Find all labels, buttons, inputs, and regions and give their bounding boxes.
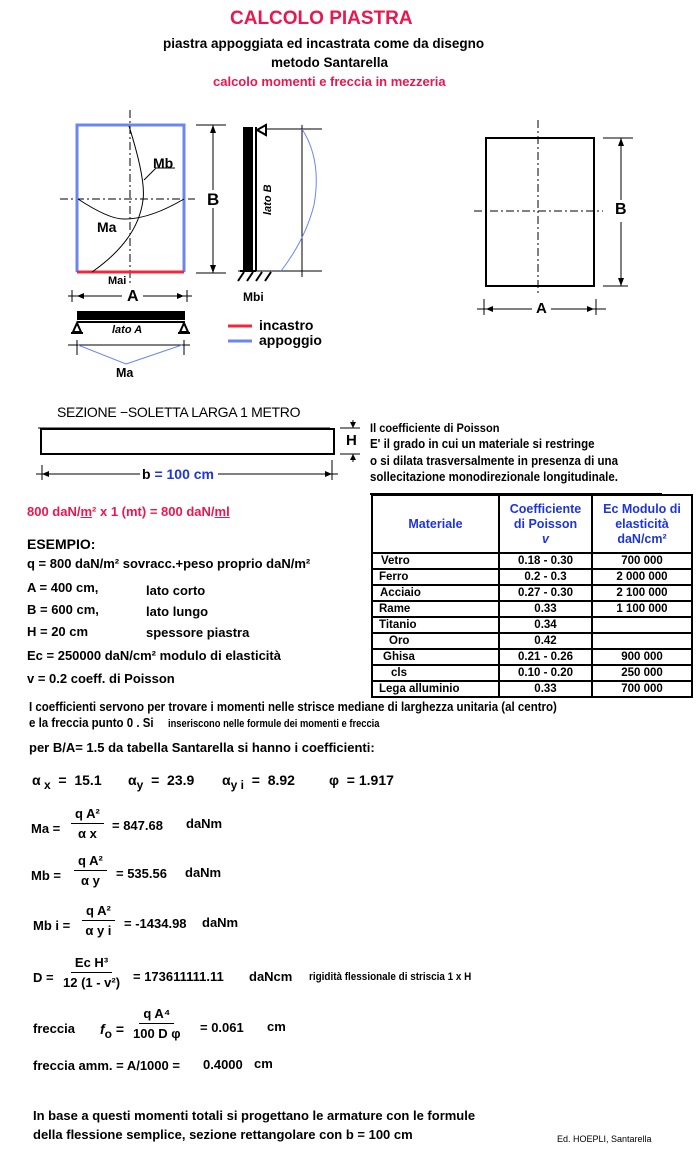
label-mai: Mai [108,275,127,287]
notes-line-3: per B/A= 1.5 da tabella Santarella si hanno i coefficienti: [29,740,375,755]
f-amm-lhs: freccia amm. = A/1000 = [33,1058,180,1073]
mb-lhs: Mb = [31,868,61,883]
label-mbi: Mbi [243,290,264,304]
section-width [142,466,214,482]
poisson-line-1: E' il grado in cui un materiale si restringe [370,437,595,451]
legend-appoggio: appoggio [259,332,322,348]
coef-alpha-y: $\alpha_y = 23.9$ [128,772,195,792]
load-conversion: 800 daN/m² x 1 (mt) = 800 daN/ml [27,504,230,519]
subtitle: piastra appoggiata ed incastrata come da disegno [163,36,485,51]
example-a-desc: lato corto [146,583,206,598]
table-row: Titanio 0.34 [372,617,692,633]
example-v: v = 0.2 coeff. di Poisson [27,671,175,686]
legend-incastro: incastro [259,317,314,333]
materials-table [371,494,693,698]
coef-alpha-yi: $\alpha_{y i} = 8.92$ [222,772,295,792]
label-lato-b: lato B [262,184,274,215]
label-b: B [207,190,220,209]
ma-fraction: $\frac{\text{q A²}}{\text{α x}}$ [71,806,104,841]
d-unit: daNcm [249,969,293,984]
example-b-desc: lato lungo [146,604,209,619]
table-row: Rame 0.33 1 100 000 [372,601,692,617]
right-label-b: B [615,201,627,218]
col-header-material: Materiale [372,495,499,553]
d-fraction: $\frac{\text{Ec H³}}{\text{12 (1 - v²)}}$ [63,955,121,990]
ma-lhs: Ma = [31,821,61,836]
label-h: H [346,432,357,449]
example-h-value: H = 20 cm [27,624,89,639]
table-row: cls 0.10 - 0.20 250 000 [372,665,692,681]
poisson-line-2: o si dilata trasversalmente in presenza di una [370,454,618,468]
label-b-small: b [142,466,151,482]
mbi-lhs: Mb i = [33,918,71,933]
d-lhs: D = [33,970,54,985]
ma-unit: daNm [186,816,223,831]
footer-line-1: In base a questi momenti totali si progettano le armature con le formule [33,1108,476,1123]
ma-result: = 847.68 [112,818,163,833]
notes-line-1: I coefficienti servono per trovare i momenti nelle strisce mediane di larghezza unitaria (al centro) [29,700,557,714]
poisson-line-3: sollecitazione monodirezionale longitudinale. [370,470,618,484]
table-row: Acciaio 0.27 - 0.30 2 100 000 [372,585,692,601]
table-row: Ghisa 0.21 - 0.26 900 000 [372,649,692,665]
mbi-fraction: $\frac{\text{q A²}}{\text{α y i}}$ [82,903,115,938]
example-q: q = 800 daN/m² sovracc.+peso proprio daN/m² [27,556,311,571]
f-unit: cm [267,1019,286,1034]
f-amm-unit: cm [254,1056,273,1071]
coef-phi: φ = 1.917 [329,772,394,788]
notes-line-2: e la freccia punto 0 . Si inseriscono nelle formule dei momenti e freccia [29,716,380,730]
right-label-a: A [536,300,547,317]
table-row: Oro 0.42 [372,633,692,649]
page-title: CALCOLO PIASTRA [230,8,413,29]
plate-diagram [0,0,697,500]
table-row: Ferro 0.2 - 0.3 2 000 000 [372,569,692,585]
example-a-value: A = 400 cm, [27,580,99,595]
freccia-label: freccia [33,1021,75,1036]
credit: Ed. HOEPLI, Santarella [557,1134,652,1144]
example-b-value: B = 600 cm, [27,602,99,617]
mb-fraction: $\frac{\text{q A²}}{\text{α y}}$ [74,853,107,888]
table-row: Vetro 0.18 - 0.30 700 000 [372,553,692,569]
example-heading: ESEMPIO: [27,536,96,552]
d-result: = 173611111.11 [133,969,224,984]
label-lato-a: lato A [112,324,143,336]
section-title: SEZIONE −SOLETTA LARGA 1 METRO [57,404,301,420]
col-header-modulus: Ec Modulo di elasticità daN/cm² [592,495,692,553]
mb-unit: daNm [185,865,222,880]
label-ma-bottom: Ma [116,366,134,380]
poisson-heading: Il coefficiente di Poisson [370,421,500,435]
footer-line-2: della flessione semplice, sezione rettangolare con b = 100 cm [33,1127,413,1142]
label-mb: Mb [153,155,174,171]
d-note: rigidità flessionale di striscia 1 x H [309,971,472,983]
f-result: = 0.061 [200,1020,244,1035]
method-label: metodo Santarella [271,55,389,70]
col-header-poisson: Coefficiente di Poisson v [499,495,592,553]
label-b-value: = 100 cm [154,466,215,482]
mbi-unit: daNm [202,915,239,930]
label-a: A [127,288,139,305]
calc-subtitle: calcolo momenti e freccia in mezzeria [213,74,446,89]
f-fraction: $\frac{\text{q A⁴}}{\text{100 D φ}}$ [133,1006,181,1041]
example-ec: Ec = 250000 daN/cm² modulo di elasticità [27,648,281,663]
coef-alpha-x: α $_x$ = 15.1 [32,772,102,792]
label-ma: Ma [97,219,117,235]
f-lhs: $f_o$ = [100,1021,125,1041]
mb-result: = 535.56 [116,866,167,881]
table-row: Lega alluminio 0.33 700 000 [372,681,692,697]
mbi-result: = -1434.98 [124,916,187,931]
f-amm-result: 0.4000 [203,1057,243,1072]
example-h-desc: spessore piastra [146,625,250,640]
